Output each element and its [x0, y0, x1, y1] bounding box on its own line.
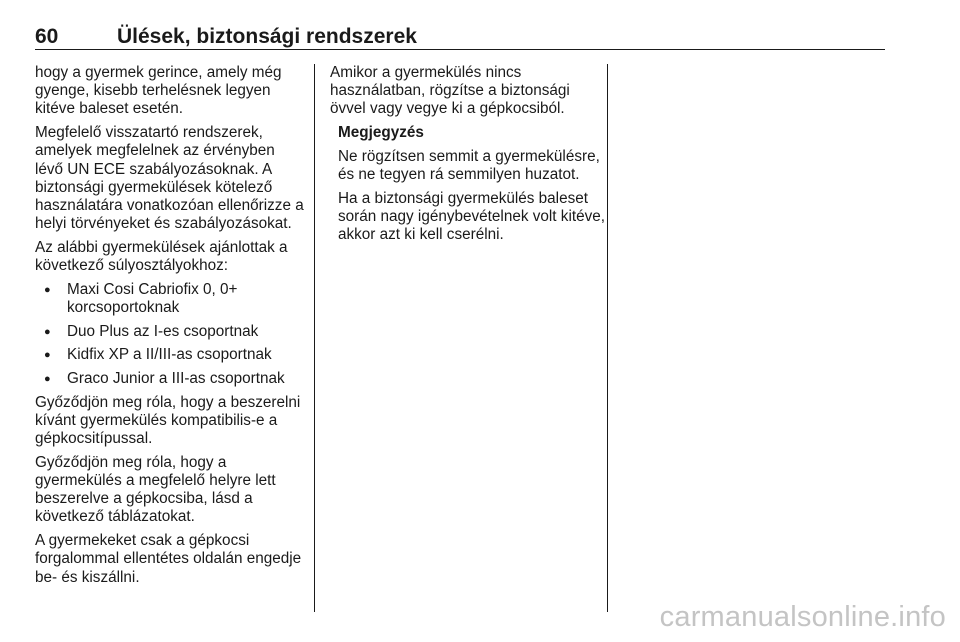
paragraph: Győződjön meg róla, hogy a gyermekülés a megfelelő helyre lett beszerelve a gépkocsiba, lásd a következő táblázatokat. — [35, 453, 276, 526]
page-title: Ülések, biztonsági rendszerek — [117, 25, 417, 48]
list-item: ● Maxi Cosi Cabriofix 0, 0+ korcsoportoknak — [35, 281, 307, 317]
page-header — [35, 23, 885, 50]
list-item: ● Duo Plus az I-es csoportnak — [35, 323, 307, 341]
paragraph: Az alábbi gyermekülések ajánlottak a következő súlyosztályokhoz: — [35, 238, 288, 275]
note-box — [330, 124, 605, 244]
column-divider — [314, 64, 315, 612]
column-divider — [607, 64, 608, 612]
paragraph: hogy a gyermek gerince, amely még gyenge, kisebb terhelésnek legyen kitéve baleset esetén. — [35, 64, 282, 118]
page-number: 60 — [35, 25, 59, 48]
note-paragraph: Ne rögzítsen semmit a gyermekülésre, és ne tegyen rá semmilyen huzatot. — [338, 147, 600, 184]
note-title: Megjegyzés — [338, 124, 424, 142]
watermark: carmanualsonline.info — [659, 601, 946, 633]
list-item: ● Kidfix XP a II/III-as csoportnak — [35, 346, 307, 364]
text-column-left — [35, 64, 307, 592]
list-item: ● Graco Junior a III-as csoportnak — [35, 370, 307, 388]
paragraph: Amikor a gyermekülés nincs használatban, rögzítse a biztonsági övvel vagy vegye ki a gépkocsiból. — [330, 64, 570, 118]
recommended-seats-list — [35, 281, 307, 389]
paragraph: A gyermekeket csak a gépkocsi forgalommal ellentétes oldalán engedje be- és kiszállni. — [35, 532, 302, 586]
text-column-middle — [330, 64, 605, 250]
note-paragraph: Ha a biztonsági gyermekülés baleset során nagy igénybevételnek volt kitéve, akkor azt ki kell cserélni. — [338, 189, 606, 244]
paragraph: Győződjön meg róla, hogy a beszerelni kívánt gyermekülés kompatibilis-e a gépkocsitípussal. — [35, 393, 301, 448]
paragraph: Megfelelő visszatartó rendszerek, amelyek megfelelnek az érvényben lévő UN ECE szabályozásoknak. A biztonsági gyermekülések kötelező használatára vonatkozóan ellenőrizze a helyi törvényeket és szabályozásokat. — [35, 124, 304, 233]
